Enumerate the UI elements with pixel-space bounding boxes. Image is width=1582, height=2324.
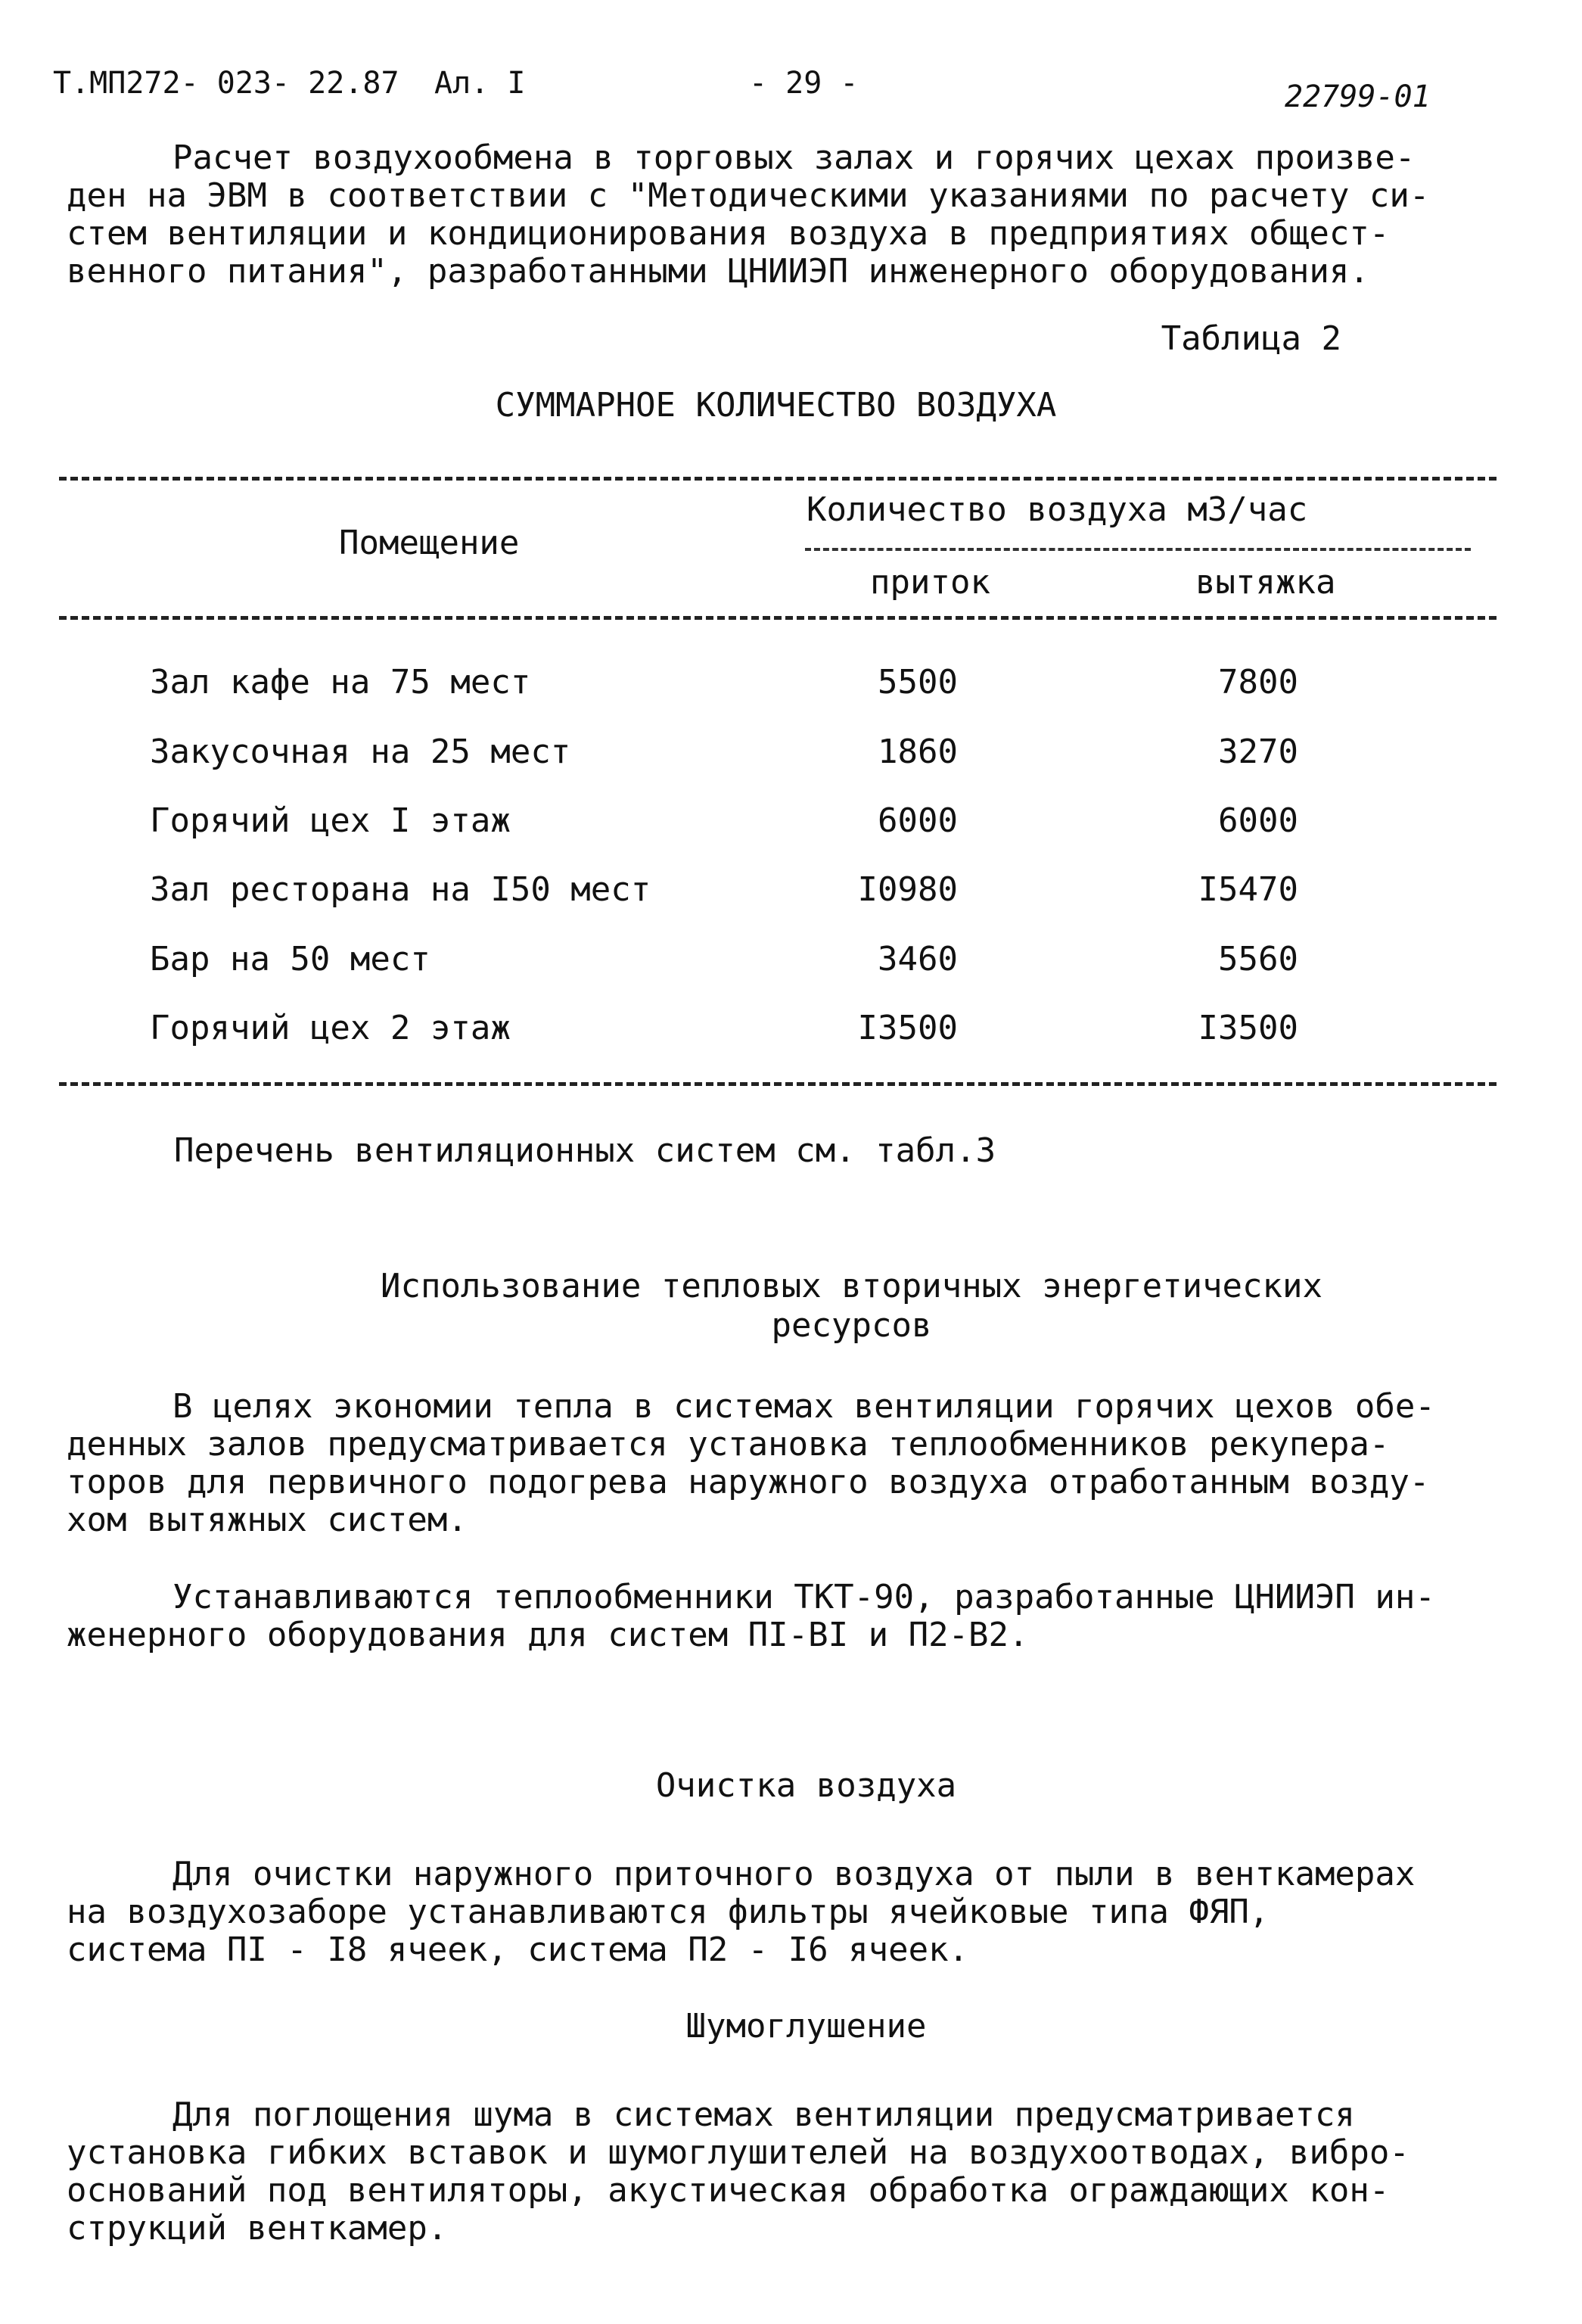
supply-value: I0980 <box>857 870 958 909</box>
supply-value: 6000 <box>878 801 958 840</box>
supply-value: 3460 <box>878 940 958 978</box>
exhaust-value: 7800 <box>1218 663 1298 702</box>
column-header-air-quantity: Количество воздуха м3/час <box>807 490 1308 529</box>
section-heading-air-cleaning: Очистка воздуха <box>655 1766 957 1805</box>
supply-value: 5500 <box>878 663 958 702</box>
document-code: Т.МП272- 023- 22.87 <box>53 66 399 101</box>
table-title: СУММАРНОЕ КОЛИЧЕСТВО ВОЗДУХА <box>495 386 1057 425</box>
inventory-number: 22799-01 <box>1285 79 1431 114</box>
heat-recovery-paragraph: В целях экономии тепла в системах вентиляции горячих цехов обе- денных залов предусматривается установка теплообменников рекупера- торов для первичного подогрева наружного воздуха отработанным возду- хом вытяжных систем. <box>67 1387 1435 1539</box>
noise-paragraph: Для поглощения шума в системах вентиляции предусматривается установка гибких вставок и шумоглушителей на воздухоотводах, вибро- оснований под вентиляторы, акустическая обработка ограждающих кон- струкций венткамер. <box>67 2095 1410 2248</box>
room-name: Горячий цех I этаж <box>150 801 511 840</box>
page-number: - 29 - <box>749 66 859 101</box>
room-name: Горячий цех 2 этаж <box>150 1009 511 1047</box>
intro-paragraph: Расчет воздухообмена в торговых залах и горячих цехах произве- ден на ЭВМ в соответствии с "Методическими указаниями по расчету си- стем вентиляции и кондиционирования воздуха в предприятиях общест- венного питания", разработанными ЦНИИЭП инженерного оборудования. <box>67 138 1430 291</box>
systems-note: Перечень вентиляционных систем см. табл.3 <box>174 1131 996 1170</box>
exhaust-value: I5470 <box>1198 870 1298 909</box>
room-name: Зал кафе на 75 мест <box>150 663 531 702</box>
table-caption: Таблица 2 <box>1161 319 1341 358</box>
exhaust-value: 5560 <box>1218 940 1298 978</box>
album-label: Ал. I <box>434 66 526 101</box>
exhaust-value: I3500 <box>1198 1009 1298 1047</box>
supply-value: I3500 <box>857 1009 958 1047</box>
room-name: Закусочная на 25 мест <box>150 733 571 771</box>
exhaust-value: 6000 <box>1218 801 1298 840</box>
section-heading-noise: Шумоглушение <box>685 2007 927 2046</box>
table-bottom-rule <box>59 1082 1497 1086</box>
room-name: Бар на 50 мест <box>150 940 430 978</box>
air-cleaning-paragraph: Для очистки наружного приточного воздуха от пыли в венткамерах на воздухозаборе устанавливаются фильтры ячейковые типа ФЯП, система ПI - I8 ячеек, система П2 - I6 ячеек. <box>67 1855 1416 1969</box>
heat-exchanger-paragraph: Устанавливаются теплообменники ТКТ-90, разработанные ЦНИИЭП ин- женерного оборудования для систем ПI-ВI и П2-В2. <box>67 1578 1435 1654</box>
column-group-rule <box>805 548 1471 551</box>
section-heading-heat-recovery: Использование тепловых вторичных энергетических ресурсов <box>380 1267 1323 1345</box>
exhaust-value: 3270 <box>1218 733 1298 771</box>
supply-value: 1860 <box>878 733 958 771</box>
column-header-exhaust: вытяжка <box>1195 563 1336 602</box>
column-header-room: Помещение <box>339 524 520 562</box>
table-header-rule <box>59 616 1497 620</box>
column-header-supply: приток <box>870 563 990 602</box>
room-name: Зал ресторана на I50 мест <box>150 870 651 909</box>
table-top-rule <box>59 477 1497 481</box>
